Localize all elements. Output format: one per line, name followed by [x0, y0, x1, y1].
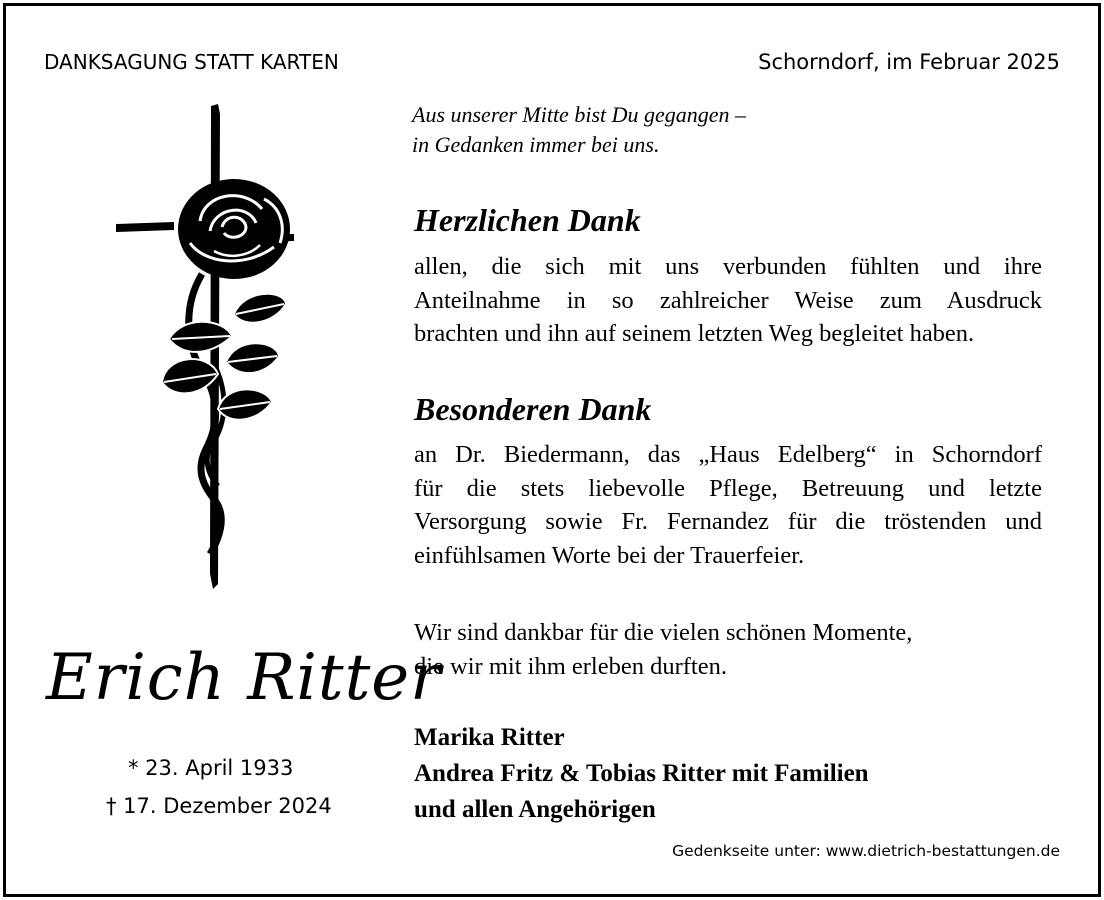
signatures [414, 720, 869, 828]
text-line: einfühlsamen Worte bei der Trauerfeier. [414, 541, 805, 569]
cross-with-rose-icon [114, 104, 294, 589]
text-line: allen, die sich mit uns verbunden fühlten und ihre [414, 253, 1042, 280]
memorial-page-link[interactable]: Gedenkseite unter: www.dietrich-bestattungen.de [672, 842, 1060, 860]
motto-line: in Gedanken immer bei uns. [412, 132, 660, 157]
birth-date: * 23. April 1933 [128, 756, 294, 780]
motto-line: Aus unserer Mitte bist Du gegangen – [412, 102, 747, 127]
signature-line: und allen Angehörigen [414, 796, 656, 823]
death-date: † 17. Dezember 2024 [106, 794, 332, 818]
text-line: Wir sind dankbar für die vielen schönen Momente, [414, 619, 913, 646]
section-text-thanks [414, 250, 1042, 351]
section-heading-thanks: Herzlichen Dank [414, 202, 641, 238]
text-line: Anteilnahme in so zahlreicher Weise zum Ausdruck [414, 286, 1042, 314]
text-line: für die stets liebevolle Pflege, Betreuung und letzte [414, 474, 1042, 502]
closing-text [414, 616, 1042, 683]
text-line: brachten und ihn auf seinem letzten Weg begleitet haben. [414, 320, 975, 347]
obituary-card [3, 3, 1101, 897]
place-date: Schorndorf, im Februar 2025 [758, 50, 1060, 74]
deceased-name: Erich Ritter [46, 641, 442, 715]
text-line: an Dr. Biedermann, das „Haus Edelberg“ in Schorndorf [414, 441, 1042, 468]
signature-line: Andrea Fritz & Tobias Ritter mit Familien [414, 760, 869, 787]
text-line: die wir mit ihm erleben durften. [414, 652, 727, 680]
section-heading-special-thanks: Besonderen Dank [414, 391, 652, 427]
section-text-special-thanks [414, 438, 1042, 572]
card-type-label: DANKSAGUNG STATT KARTEN [44, 50, 339, 74]
text-line: Versorgung sowie Fr. Fernandez für die tröstenden und [414, 508, 1042, 535]
signature-line: Marika Ritter [414, 724, 565, 751]
motto [412, 100, 746, 160]
